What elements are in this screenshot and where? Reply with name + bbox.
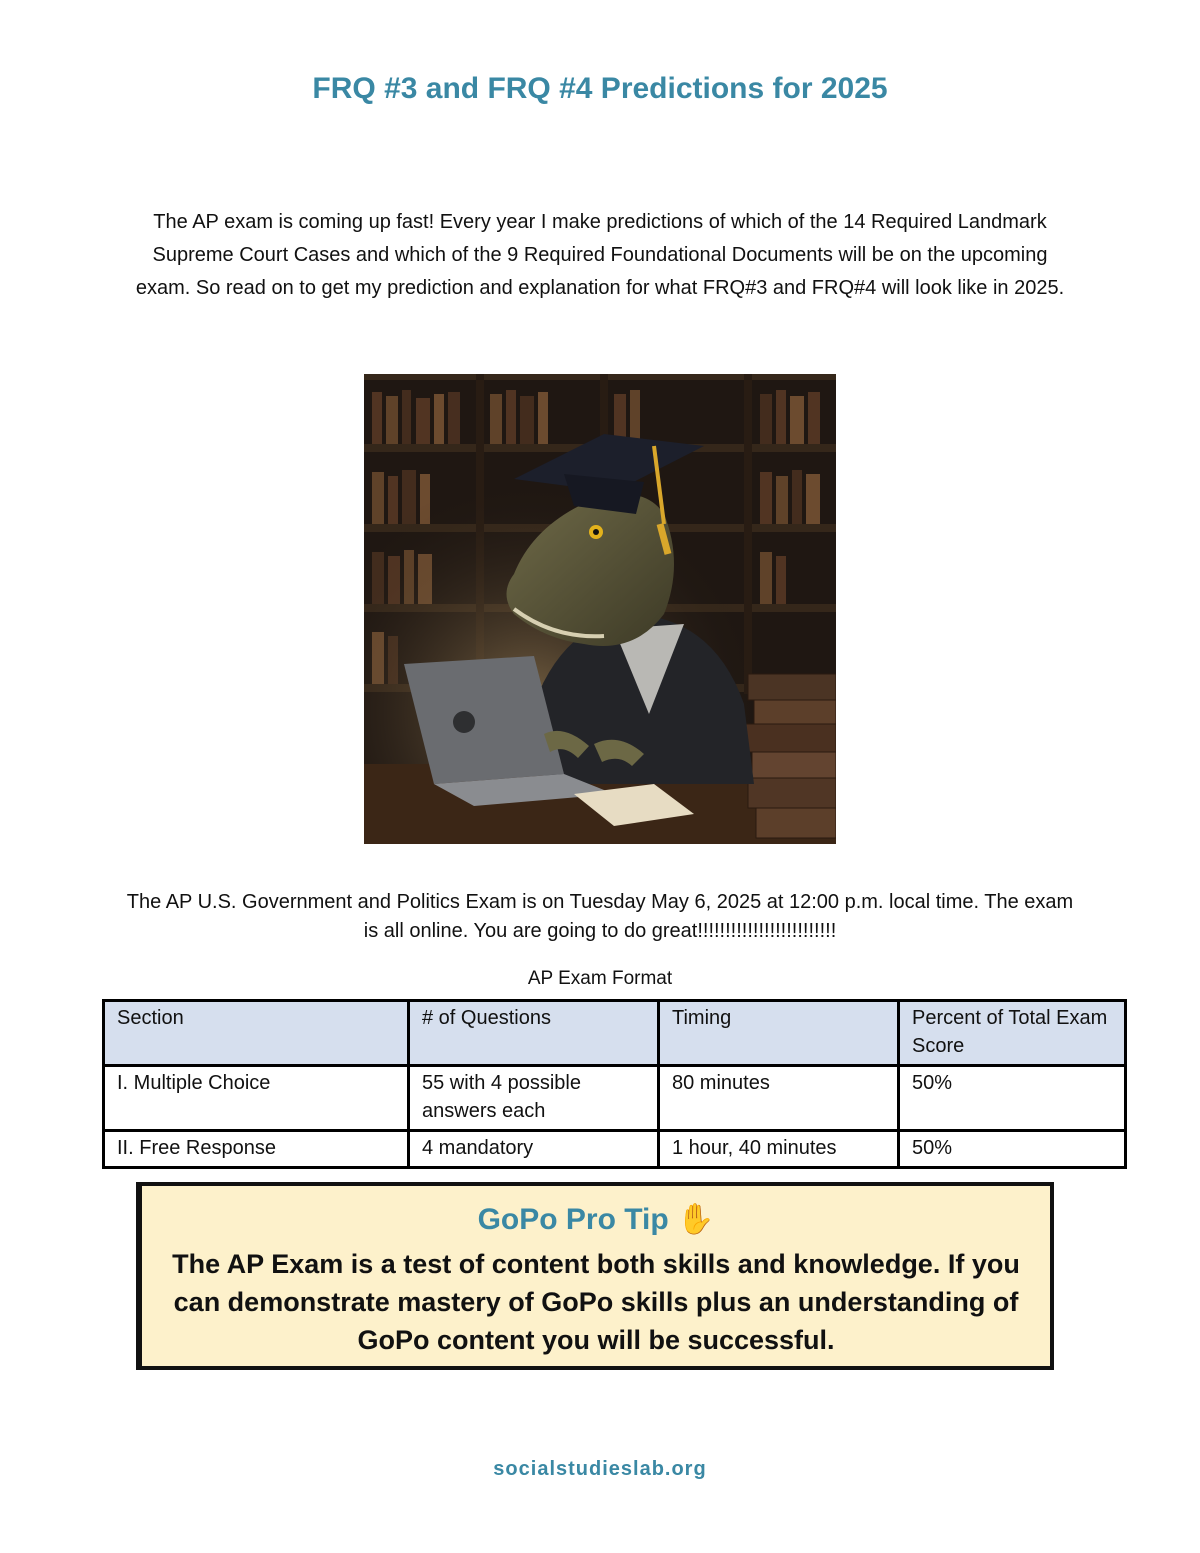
table-cell: 50% — [899, 1066, 1126, 1131]
footer-site-link[interactable]: socialstudieslab.org — [493, 1458, 707, 1480]
table-row — [104, 1066, 1126, 1131]
pro-tip-box — [136, 1182, 1054, 1370]
exam-date-info: The AP U.S. Government and Politics Exam is on Tuesday May 6, 2025 at 12:00 p.m. local time. The exam is all online. You are going to do great!!!!!!!!!!!!!!!!!!!!!!!!! — [126, 891, 1074, 942]
pro-tip-title: GoPo Pro Tip ✋ — [477, 1203, 715, 1236]
table-cell: 50% — [899, 1131, 1126, 1168]
intro-paragraph: The AP exam is coming up fast! Every year I make predictions of which of the 14 Required Landmark Supreme Court Cases and which of the 9 Required Foundational Documents will be on the upcoming exam. So read on to get my prediction and explanation for what FRQ#3 and FRQ#4 will look like in 2025. — [135, 211, 1065, 299]
table-header-row — [104, 1001, 1126, 1066]
table-cell: I. Multiple Choice — [104, 1066, 409, 1131]
table-cell: 1 hour, 40 minutes — [659, 1131, 899, 1168]
page-title: FRQ #3 and FRQ #4 Predictions for 2025 — [312, 72, 888, 105]
column-header-timing: Timing — [659, 1001, 899, 1066]
table-cell: II. Free Response — [104, 1131, 409, 1168]
pro-tip-text: The AP Exam is a test of content both skills and knowledge. If you can demonstrate mastery of GoPo skills plus an understanding of GoPo content you will be successful. — [172, 1249, 1020, 1355]
table-caption: AP Exam Format — [527, 968, 673, 989]
table-row — [104, 1131, 1126, 1168]
dinosaur-graduate-illustration — [364, 374, 836, 844]
table-cell: 80 minutes — [659, 1066, 899, 1131]
column-header-percent: Percent of Total Exam Score — [899, 1001, 1126, 1066]
column-header-section: Section — [104, 1001, 409, 1066]
column-header-questions: # of Questions — [409, 1001, 659, 1066]
table-cell: 4 mandatory — [409, 1131, 659, 1168]
exam-format-table — [102, 999, 1127, 1169]
table-cell: 55 with 4 possible answers each — [409, 1066, 659, 1131]
